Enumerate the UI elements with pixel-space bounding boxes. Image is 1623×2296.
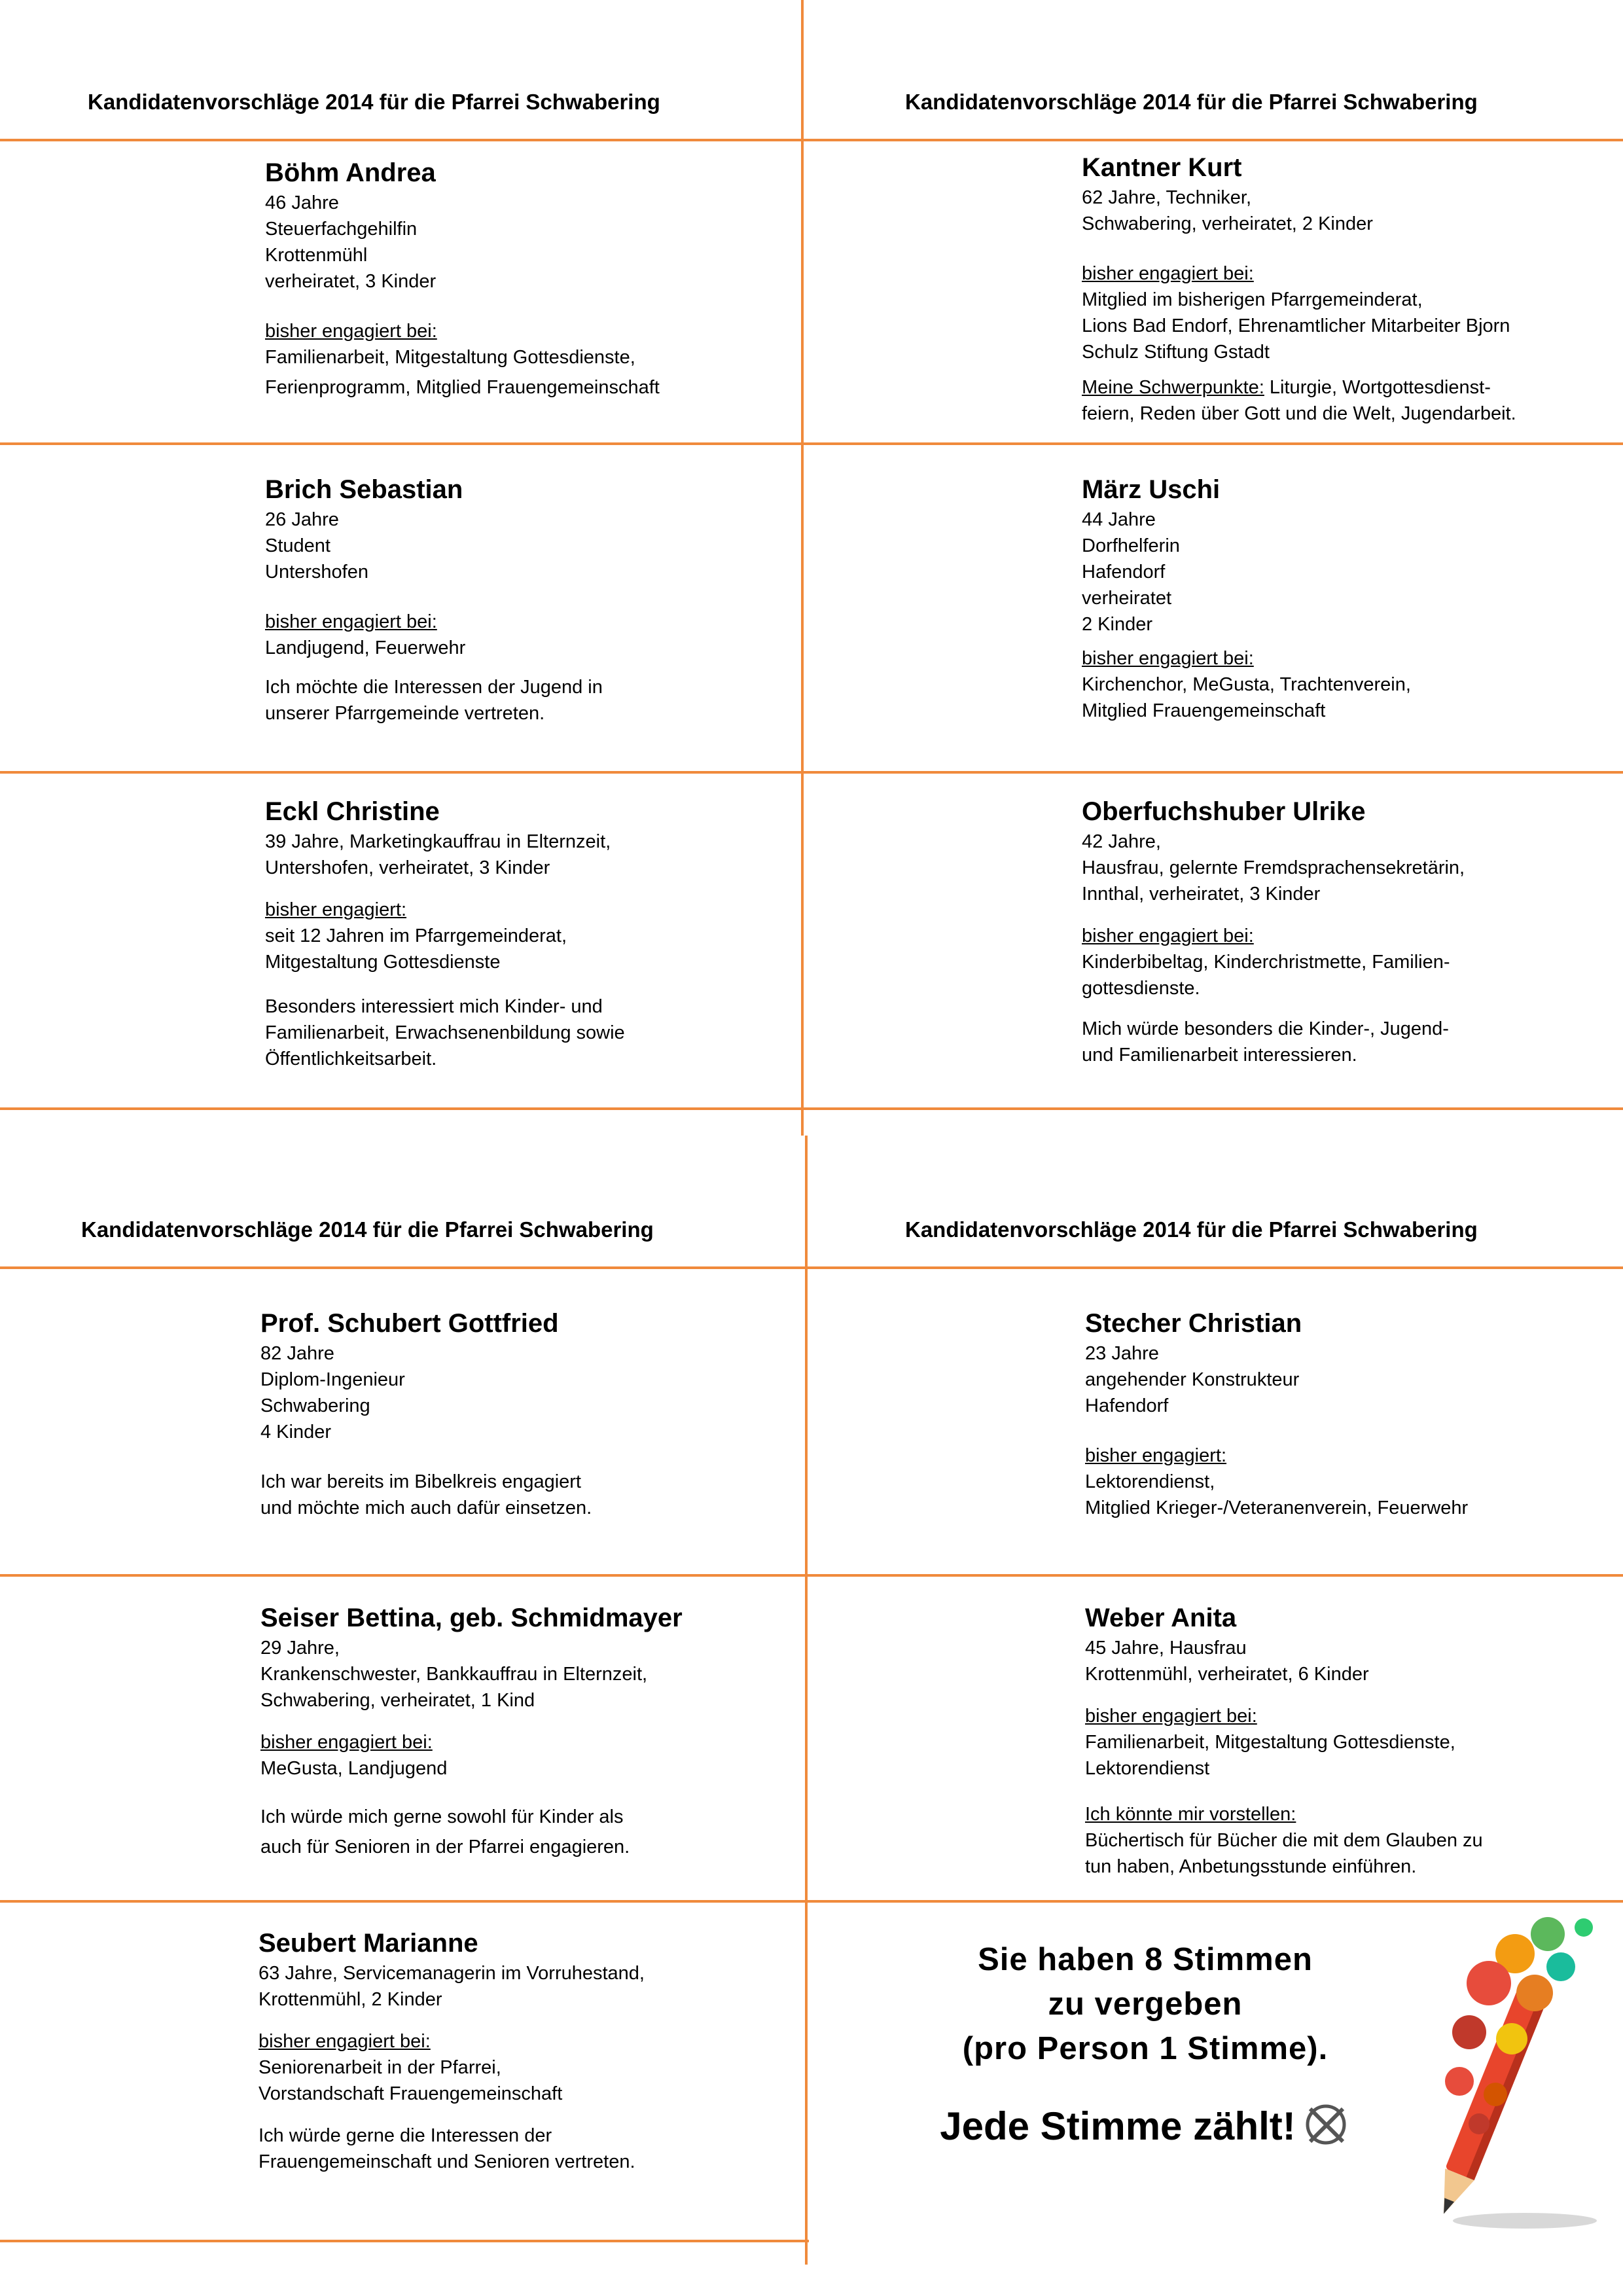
candidate-detail: Schwabering, verheiratet, 1 Kind xyxy=(260,1690,535,1711)
statement-text: Ich möchte die Interessen der Jugend in xyxy=(265,677,603,698)
candidate-name: März Uschi xyxy=(1082,475,1221,504)
section-text: Kinderbibeltag, Kinderchristmette, Familien- xyxy=(1082,952,1450,973)
statement-text: Büchertisch für Bücher die mit dem Glauben zu xyxy=(1085,1830,1483,1851)
ballot-header: Kandidatenvorschläge 2014 für die Pfarrei Schwabering xyxy=(905,1217,1478,1242)
statement-text: auch für Senioren in der Pfarrei engagieren. xyxy=(260,1837,630,1857)
frame-line xyxy=(0,1266,1623,1269)
statement-text: tun haben, Anbetungsstunde einführen. xyxy=(1085,1856,1417,1877)
frame-line xyxy=(0,442,1623,445)
candidate-name: Seiser Bettina, geb. Schmidmayer xyxy=(260,1604,683,1632)
section-text: Ferienprogramm, Mitglied Frauengemeinschaft xyxy=(265,377,660,398)
statement-text: Frauengemeinschaft und Senioren vertreten. xyxy=(259,2151,635,2172)
section-text: Mitglied Frauengemeinschaft xyxy=(1082,700,1326,721)
section-label: bisher engagiert bei: xyxy=(265,611,437,632)
statement-text: Besonders interessiert mich Kinder- und xyxy=(265,996,603,1017)
statement-text: Familienarbeit, Erwachsenenbildung sowie xyxy=(265,1022,625,1043)
section-text: MeGusta, Landjugend xyxy=(260,1758,448,1779)
section-label: bisher engagiert: xyxy=(265,899,407,920)
candidate-detail: Krottenmühl, verheiratet, 6 Kinder xyxy=(1085,1664,1369,1685)
candidate-detail: 2 Kinder xyxy=(1082,614,1153,635)
section-label: bisher engagiert: xyxy=(1085,1445,1227,1466)
section-text: Seniorenarbeit in der Pfarrei, xyxy=(259,2057,501,2078)
candidate-detail: 42 Jahre, xyxy=(1082,831,1161,852)
colored-pencil-illustration xyxy=(1397,1908,1607,2238)
frame-vertical-top xyxy=(801,0,804,1136)
candidate-name: Seubert Marianne xyxy=(259,1929,478,1958)
section-text: Familienarbeit, Mitgestaltung Gottesdienste, xyxy=(265,347,635,368)
candidate-name: Stecher Christian xyxy=(1085,1309,1302,1338)
candidate-detail: Innthal, verheiratet, 3 Kinder xyxy=(1082,884,1321,905)
candidate-card xyxy=(265,157,660,401)
candidate-detail: 26 Jahre xyxy=(265,509,339,530)
candidate-detail: Krottenmühl xyxy=(265,245,368,266)
section-text: Mitglied Krieger-/Veteranenverein, Feuerwehr xyxy=(1085,1498,1469,1518)
statement-text: Öffentlichkeitsarbeit. xyxy=(265,1049,437,1069)
candidate-card xyxy=(260,1308,592,1521)
candidate-name: Böhm Andrea xyxy=(265,158,436,187)
ballot-header: Kandidatenvorschläge 2014 für die Pfarrei Schwabering xyxy=(88,90,660,114)
statement-text: und Familienarbeit interessieren. xyxy=(1082,1045,1357,1066)
section-text: Schulz Stiftung Gstadt xyxy=(1082,342,1270,363)
candidate-detail: 23 Jahre xyxy=(1085,1343,1159,1364)
section-label: bisher engagiert bei: xyxy=(1082,263,1254,284)
section-text: Kirchenchor, MeGusta, Trachtenverein, xyxy=(1082,674,1411,695)
statement-text: und möchte mich auch dafür einsetzen. xyxy=(260,1498,592,1518)
frame-line xyxy=(0,2240,809,2242)
frame-line xyxy=(0,771,1623,774)
candidate-name: Kantner Kurt xyxy=(1082,153,1242,182)
candidate-detail: 29 Jahre, xyxy=(260,1638,340,1659)
section-label: bisher engagiert bei: xyxy=(1082,925,1254,946)
candidate-detail: Hausfrau, gelernte Fremdsprachensekretärin, xyxy=(1082,857,1465,878)
frame-line xyxy=(0,1107,1623,1110)
vote-info-line: (pro Person 1 Stimme). xyxy=(962,2031,1329,2066)
candidate-detail: 39 Jahre, Marketingkauffrau in Elternzeit, xyxy=(265,831,611,852)
candidate-detail: verheiratet, 3 Kinder xyxy=(265,271,437,292)
candidate-detail: verheiratet xyxy=(1082,588,1172,609)
statement-text: unserer Pfarrgemeinde vertreten. xyxy=(265,703,545,724)
vote-slogan: Jede Stimme zählt! xyxy=(940,2104,1296,2148)
vote-info-line: Sie haben 8 Stimmen xyxy=(978,1942,1313,1977)
candidate-detail: 45 Jahre, Hausfrau xyxy=(1085,1638,1247,1659)
candidate-detail: Diplom-Ingenieur xyxy=(260,1369,405,1390)
candidate-detail: 46 Jahre xyxy=(265,192,339,213)
ballot-cross-icon xyxy=(1301,2100,1351,2159)
candidate-card xyxy=(265,474,603,726)
candidate-detail: Schwabering xyxy=(260,1395,370,1416)
vote-info-line: zu vergeben xyxy=(1048,1986,1243,2022)
section-label: bisher engagiert bei: xyxy=(1082,648,1254,669)
candidate-detail: Student xyxy=(265,535,330,556)
candidate-card xyxy=(1082,152,1516,427)
candidate-name: Prof. Schubert Gottfried xyxy=(260,1309,559,1338)
section-label: bisher engagiert bei: xyxy=(265,321,437,342)
statement-label: Ich könnte mir vorstellen: xyxy=(1085,1804,1296,1825)
section-text: Mitglied im bisherigen Pfarrgemeinderat, xyxy=(1082,289,1423,310)
candidate-card xyxy=(1085,1602,1483,1880)
candidate-detail: angehender Konstrukteur xyxy=(1085,1369,1300,1390)
candidate-detail: 63 Jahre, Servicemanagerin im Vorruhestand, xyxy=(259,1963,645,1984)
candidate-detail: 44 Jahre xyxy=(1082,509,1156,530)
candidate-name: Oberfuchshuber Ulrike xyxy=(1082,797,1366,826)
ballot-header: Kandidatenvorschläge 2014 für die Pfarrei Schwabering xyxy=(81,1217,654,1242)
ballot-header: Kandidatenvorschläge 2014 für die Pfarrei Schwabering xyxy=(905,90,1478,114)
candidate-card xyxy=(259,1928,645,2175)
statement-text: Mich würde besonders die Kinder-, Jugend- xyxy=(1082,1018,1449,1039)
section-label: bisher engagiert bei: xyxy=(1085,1706,1257,1727)
vote-info xyxy=(929,1937,1361,2159)
focus-text: Liturgie, Wortgottesdienst- xyxy=(1264,377,1491,398)
candidate-card xyxy=(1082,796,1465,1068)
section-label: bisher engagiert bei: xyxy=(260,1732,433,1753)
frame-vertical-bottom xyxy=(805,1136,808,2265)
candidate-detail: Untershofen xyxy=(265,562,368,583)
candidate-card xyxy=(1082,474,1411,724)
focus-label: Meine Schwerpunkte: xyxy=(1082,377,1264,398)
section-text: gottesdienste. xyxy=(1082,978,1200,999)
candidate-detail: Schwabering, verheiratet, 2 Kinder xyxy=(1082,213,1373,234)
candidate-name: Weber Anita xyxy=(1085,1604,1237,1632)
candidate-detail: Hafendorf xyxy=(1082,562,1166,583)
candidate-detail: Krankenschwester, Bankkauffrau in Elternzeit, xyxy=(260,1664,648,1685)
section-text: seit 12 Jahren im Pfarrgemeinderat, xyxy=(265,925,567,946)
section-text: Mitgestaltung Gottesdienste xyxy=(265,952,501,973)
candidate-detail: Krottenmühl, 2 Kinder xyxy=(259,1989,442,2010)
statement-text: Ich würde gerne die Interessen der xyxy=(259,2125,552,2146)
statement-text: Ich würde mich gerne sowohl für Kinder als xyxy=(260,1806,624,1827)
section-text: Lektorendienst xyxy=(1085,1758,1210,1779)
candidate-card xyxy=(265,796,625,1072)
section-text: Familienarbeit, Mitgestaltung Gottesdienste, xyxy=(1085,1732,1455,1753)
statement-text: Ich war bereits im Bibelkreis engagiert xyxy=(260,1471,581,1492)
candidate-detail: 82 Jahre xyxy=(260,1343,334,1364)
candidate-name: Eckl Christine xyxy=(265,797,440,826)
candidate-detail: 4 Kinder xyxy=(260,1422,332,1443)
candidate-card xyxy=(1085,1308,1468,1521)
candidate-detail: Steuerfachgehilfin xyxy=(265,219,418,240)
frame-line xyxy=(0,139,1623,141)
candidate-detail: Hafendorf xyxy=(1085,1395,1169,1416)
candidate-detail: Untershofen, verheiratet, 3 Kinder xyxy=(265,857,550,878)
candidate-detail: 62 Jahre, Techniker, xyxy=(1082,187,1252,208)
section-text: Vorstandschaft Frauengemeinschaft xyxy=(259,2083,563,2104)
candidate-detail: Dorfhelferin xyxy=(1082,535,1180,556)
section-text: Lions Bad Endorf, Ehrenamtlicher Mitarbeiter Bjorn xyxy=(1082,315,1510,336)
section-text: Lektorendienst, xyxy=(1085,1471,1215,1492)
candidate-card xyxy=(260,1602,683,1860)
candidate-name: Brich Sebastian xyxy=(265,475,463,504)
section-label: bisher engagiert bei: xyxy=(259,2031,431,2052)
section-text: Landjugend, Feuerwehr xyxy=(265,637,466,658)
frame-line xyxy=(0,1574,1623,1577)
focus-text: feiern, Reden über Gott und die Welt, Jugendarbeit. xyxy=(1082,403,1516,424)
frame-line xyxy=(0,1900,1623,1903)
